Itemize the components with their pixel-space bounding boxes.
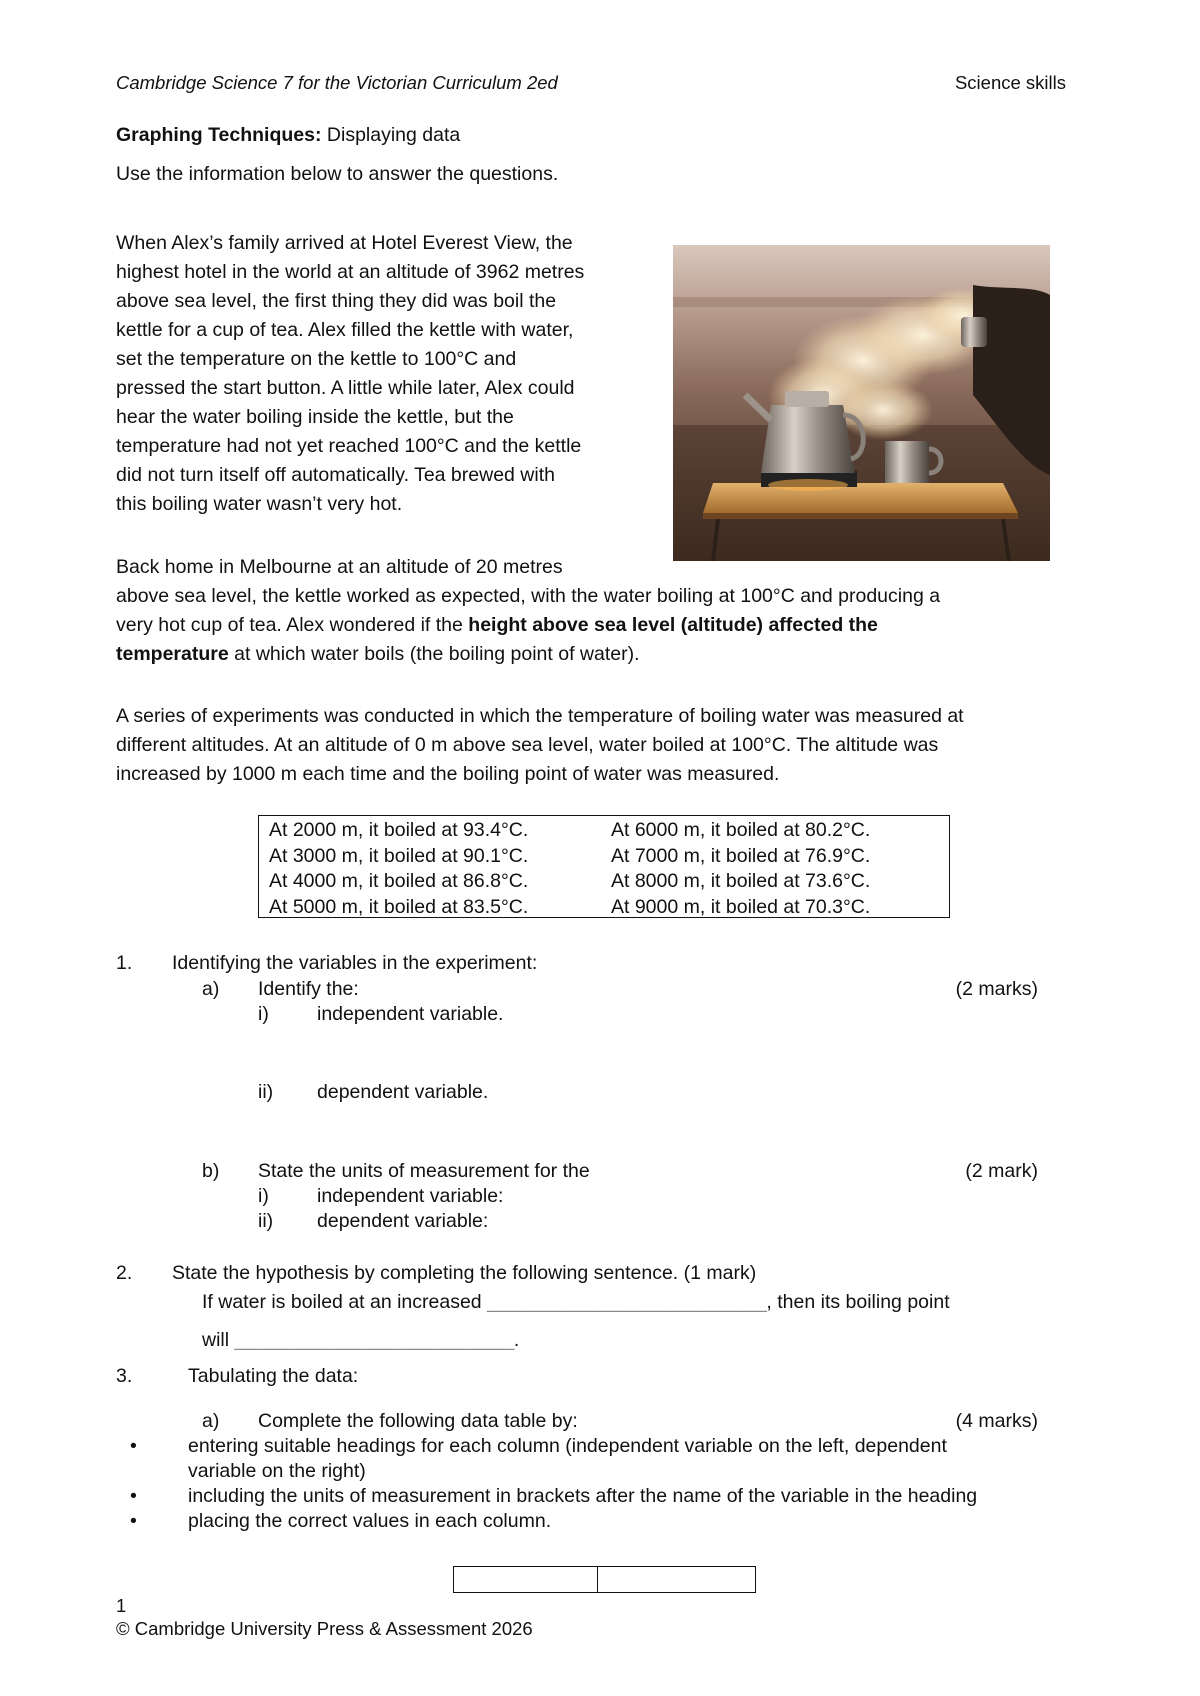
hypothesis-text: will: [202, 1329, 235, 1351]
hypothesis-text: If water is boiled at an increased: [202, 1291, 488, 1313]
data-line: At 6000 m, it boiled at 80.2°C.: [611, 819, 871, 841]
instruction-bullet-continued: variable on the right): [188, 1460, 366, 1482]
story-paragraph-3: [116, 702, 1116, 789]
question-2-text: State the hypothesis by completing the following sentence. (1 mark): [172, 1262, 757, 1284]
page-title-rest: Displaying data: [321, 124, 461, 146]
paragraph-line: this boiling water wasn’t very hot.: [116, 493, 403, 515]
question-3-number: 3.: [116, 1365, 133, 1387]
instruction-bullet: placing the correct values in each column.: [188, 1510, 552, 1532]
page-title-bold: Graphing Techniques:: [116, 124, 322, 146]
paragraph-line: When Alex’s family arrived at Hotel Everest View, the: [116, 232, 573, 254]
experiment-data-box: [258, 815, 950, 918]
paragraph-line: [116, 640, 1096, 669]
emphasis-text: temperature: [116, 643, 229, 665]
paragraph-text: at which water boils (the boiling point of water).: [228, 643, 640, 665]
question-1a-ii-text: dependent variable.: [317, 1081, 489, 1103]
question-1b-text: State the units of measurement for the: [258, 1160, 590, 1182]
hypothesis-line-1: [202, 1290, 950, 1315]
table-column-divider: [597, 1567, 598, 1592]
hypothesis-line-2: [202, 1328, 519, 1353]
question-1b-marks: (2 mark): [965, 1160, 1038, 1182]
question-1a-i-text: independent variable.: [317, 1003, 504, 1025]
question-3a-label: a): [202, 1410, 220, 1432]
data-line: At 2000 m, it boiled at 93.4°C.: [269, 819, 529, 841]
hypothesis-blank-2[interactable]: ___________________________: [234, 1329, 514, 1351]
paragraph-line: highest hotel in the world at an altitude of 3962 metres: [116, 261, 585, 283]
hypothesis-text: .: [513, 1329, 520, 1351]
paragraph-line: kettle for a cup of tea. Alex filled the kettle with water,: [116, 319, 574, 341]
question-1b-i-text: independent variable:: [317, 1185, 504, 1207]
question-1a-i-label: i): [258, 1003, 269, 1025]
question-1a-marks: (2 marks): [955, 978, 1038, 1000]
paragraph-line: above sea level, the kettle worked as expected, with the water boiling at 100°C and producing a: [116, 585, 941, 607]
data-line: At 5000 m, it boiled at 83.5°C.: [269, 895, 529, 918]
data-column-left: [269, 818, 528, 920]
data-column-right: [611, 818, 870, 920]
data-line: At 3000 m, it boiled at 90.1°C.: [269, 844, 529, 867]
data-line: At 8000 m, it boiled at 73.6°C.: [611, 870, 871, 892]
story-paragraph-1: [116, 229, 676, 519]
bullet-icon: •: [130, 1435, 137, 1457]
data-line: At 4000 m, it boiled at 86.8°C.: [269, 870, 529, 892]
data-line: At 7000 m, it boiled at 76.9°C.: [611, 844, 871, 867]
question-1b-i-label: i): [258, 1185, 269, 1207]
paragraph-line: temperature had not yet reached 100°C and the kettle: [116, 435, 582, 457]
paragraph-line: A series of experiments was conducted in which the temperature of boiling water was measured at: [116, 705, 964, 727]
paragraph-line: [116, 611, 1096, 640]
paragraph-line: hear the water boiling inside the kettle, but the: [116, 406, 514, 428]
hypothesis-text: , then its boiling point: [766, 1291, 950, 1313]
page-number: 1: [116, 1595, 127, 1616]
copyright-notice: © Cambridge University Press & Assessment 2026: [116, 1618, 533, 1639]
paragraph-line: Back home in Melbourne at an altitude of 20 metres: [116, 556, 563, 578]
question-1a-text: Identify the:: [258, 978, 359, 1000]
running-header-title: Cambridge Science 7 for the Victorian Curriculum 2ed: [116, 72, 558, 93]
emphasis-text: height above sea level (altitude) affected the: [468, 614, 878, 636]
question-1a-label: a): [202, 978, 220, 1000]
question-1b-label: b): [202, 1160, 220, 1182]
intro-text: Use the information below to answer the questions.: [116, 163, 559, 185]
paragraph-line: above sea level, the first thing they did was boil the: [116, 290, 557, 312]
question-2-number: 2.: [116, 1262, 133, 1284]
question-3a-marks: (4 marks): [955, 1410, 1038, 1432]
answer-data-table[interactable]: [453, 1566, 756, 1593]
running-header-section: Science skills: [954, 72, 1066, 93]
bullet-icon: •: [130, 1485, 137, 1507]
question-3a-text: Complete the following data table by:: [258, 1410, 578, 1432]
page-title: [116, 121, 460, 150]
kettle-photo: [673, 245, 1050, 561]
bullet-icon: •: [130, 1510, 137, 1532]
instruction-bullet: including the units of measurement in brackets after the name of the variable in the heading: [188, 1485, 978, 1507]
question-1a-ii-label: ii): [258, 1081, 274, 1103]
paragraph-line: pressed the start button. A little while later, Alex could: [116, 377, 575, 399]
instruction-bullet: entering suitable headings for each column (independent variable on the left, dependent: [188, 1435, 947, 1457]
paragraph-line: increased by 1000 m each time and the boiling point of water was measured.: [116, 763, 780, 785]
hypothesis-blank-1[interactable]: ___________________________: [487, 1291, 767, 1313]
question-3-text: Tabulating the data:: [188, 1365, 359, 1387]
data-line: At 9000 m, it boiled at 70.3°C.: [611, 895, 871, 918]
question-1-number: 1.: [116, 952, 133, 974]
paragraph-line: set the temperature on the kettle to 100°C and: [116, 348, 517, 370]
question-1b-ii-text: dependent variable:: [317, 1210, 489, 1232]
paragraph-text: very hot cup of tea. Alex wondered if the: [116, 614, 469, 636]
kettle-photo-illustration: [673, 245, 1050, 561]
paragraph-line: different altitudes. At an altitude of 0 m above sea level, water boiled at 100°C. The altitude was: [116, 734, 939, 756]
paragraph-line: did not turn itself off automatically. Tea brewed with: [116, 464, 555, 486]
question-1b-ii-label: ii): [258, 1210, 274, 1232]
story-paragraph-2: [116, 553, 1096, 669]
question-1-text: Identifying the variables in the experiment:: [172, 952, 538, 974]
